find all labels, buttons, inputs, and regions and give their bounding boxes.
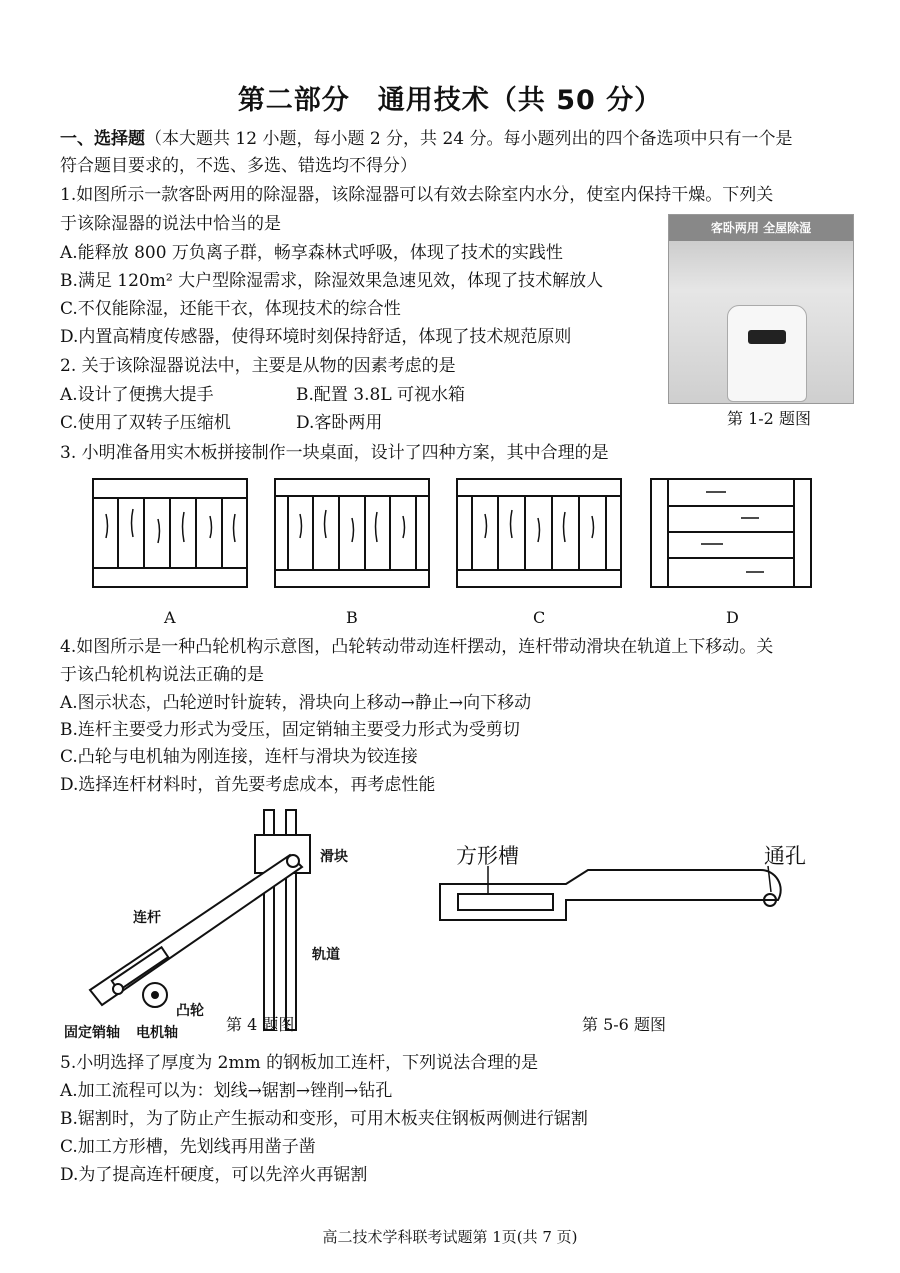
fig56-caption: 第 5-6 题图 [582, 1015, 666, 1034]
fig56-rod-part [438, 860, 798, 930]
fig12-caption: 第 1-2 题图 [727, 409, 811, 428]
q4-option-a: A.图示状态，凸轮逆时针旋转，滑块向上移动→静止→向下移动 [60, 693, 532, 713]
q3-option-c: C [533, 608, 546, 627]
q5-option-a: A.加工流程可以为：划线→锯割→锉削→钻孔 [60, 1081, 393, 1101]
q1-option-d: D.内置高精度传感器，使得环境时刻保持舒适，体现了技术规范原则 [60, 327, 572, 347]
q5-stem: 5.小明选择了厚度为 2mm 的钢板加工连杆，下列说法合理的是 [60, 1053, 539, 1073]
q2-option-c: C.使用了双转子压缩机 [60, 413, 231, 433]
section-header [60, 126, 793, 152]
dehumidifier-photo [668, 214, 854, 404]
page-title: 第二部分 通用技术（共 50 分） [237, 85, 663, 116]
q1-stem-2: 于该除湿器的说法中恰当的是 [60, 214, 281, 234]
q1-stem-1: 1.如图所示一款客卧两用的除湿器，该除湿器可以有效去除室内水分，使室内保持干燥。下列关 [60, 185, 774, 205]
design-c [457, 479, 621, 587]
q1-option-c: C.不仅能除湿，还能干衣，体现技术的综合性 [60, 299, 401, 319]
square-slot [458, 894, 553, 910]
photo-banner: 客卧两用 全屋除湿 [710, 221, 812, 235]
dehumidifier-unit [727, 305, 807, 402]
label-through-hole: 通孔 [764, 844, 806, 868]
design-b [275, 479, 429, 587]
label-square-slot: 方形槽 [456, 844, 519, 868]
q5-option-d: D.为了提高连杆硬度，可以先淬火再锯割 [60, 1165, 368, 1185]
fig4-cam-mechanism [80, 805, 400, 1040]
q5-option-c: C.加工方形槽，先划线再用凿子凿 [60, 1137, 316, 1157]
q1-option-b: B.满足 120m² 大户型除湿需求，除湿效果急速见效，体现了技术解放人 [60, 271, 604, 291]
q2-option-d: D.客卧两用 [296, 413, 383, 433]
label-motor-shaft: 电机轴 [136, 1025, 178, 1041]
label-slider: 滑块 [320, 849, 348, 865]
q4-option-c: C.凸轮与电机轴为刚连接，连杆与滑块为铰连接 [60, 747, 418, 767]
label-rod: 连杆 [133, 910, 161, 926]
q3-designs [88, 474, 838, 594]
design-a [93, 479, 247, 587]
label-cam: 凸轮 [176, 1003, 204, 1019]
q3-option-b: B [346, 608, 358, 627]
q2-option-a: A.设计了便携大提手 [60, 385, 214, 405]
design-d [651, 479, 811, 587]
q2-option-b: B.配置 3.8L 可视水箱 [296, 385, 466, 405]
q3-option-a: A [164, 608, 176, 627]
page-footer: 高二技术学科联考试题第 1页(共 7 页) [322, 1228, 578, 1246]
q4-stem-2: 于该凸轮机构说法正确的是 [60, 665, 264, 685]
section-note-2: 符合题目要求的，不选、多选、错选均不得分） [60, 156, 417, 176]
label-pin: 固定销轴 [64, 1025, 120, 1041]
q1-option-a: A.能释放 800 万负离子群，畅享森林式呼吸，体现了技术的实践性 [60, 243, 563, 263]
fig4-caption: 第 4 题图 [226, 1015, 295, 1034]
q2-stem: 2. 关于该除湿器说法中，主要是从物的因素考虑的是 [60, 356, 456, 376]
q4-option-b: B.连杆主要受力形式为受压，固定销轴主要受力形式为受剪切 [60, 720, 520, 740]
q3-stem: 3. 小明准备用实木板拼接制作一块桌面，设计了四种方案，其中合理的是 [60, 443, 609, 463]
section-heading: 一、选择题 [60, 129, 145, 149]
q4-option-d: D.选择连杆材料时，首先要考虑成本，再考虑性能 [60, 775, 436, 795]
q4-stem-1: 4.如图所示是一种凸轮机构示意图，凸轮转动带动连杆摆动，连杆带动滑块在轨道上下移动。关 [60, 637, 774, 657]
q3-option-d: D [726, 608, 739, 627]
q5-option-b: B.锯割时，为了防止产生振动和变形，可用木板夹住钢板两侧进行锯割 [60, 1109, 588, 1129]
label-track: 轨道 [312, 947, 340, 963]
section-note: （本大题共 12 小题，每小题 2 分，共 24 分。每小题列出的四个备选项中只有一个是 [145, 129, 793, 149]
